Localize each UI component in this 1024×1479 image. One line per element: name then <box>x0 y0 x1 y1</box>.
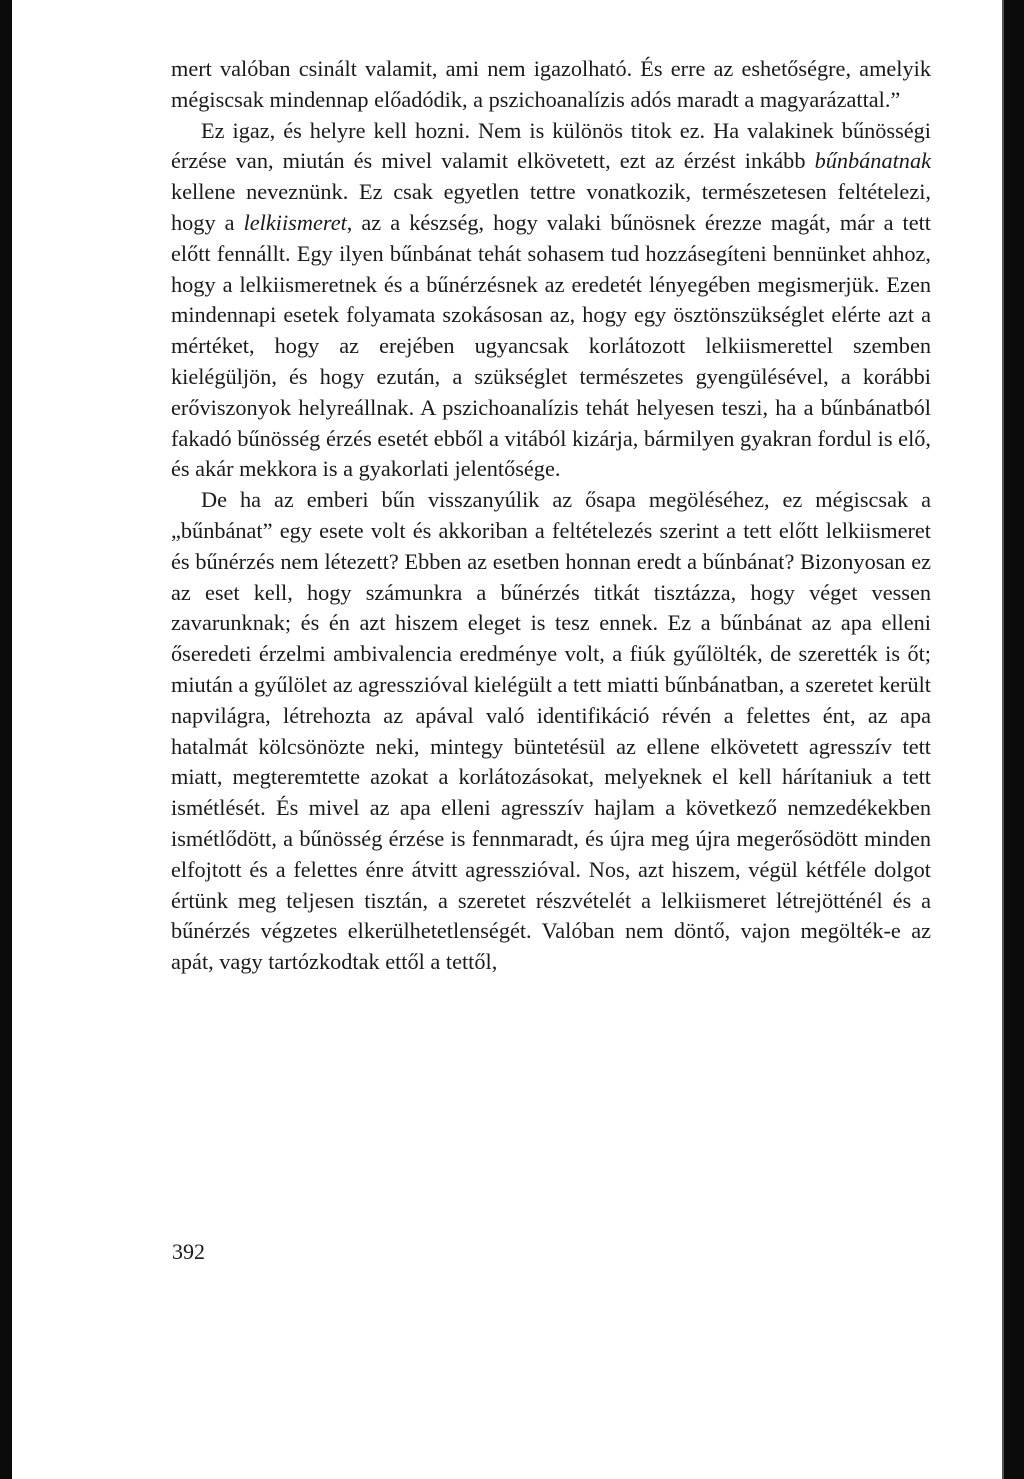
scan-edge-left <box>0 0 12 1479</box>
body-text <box>171 54 931 978</box>
scan-edge-right <box>1004 0 1024 1479</box>
paragraph-2-text-b: kellene neveznünk. Ez csak egyetlen tettre vonatkozik, természetesen feltételezi, hogy a <box>171 179 931 235</box>
paragraph-2-text-c: , az a készség, hogy valaki bűnösnek érezze magát, már a tett előtt fennállt. Egy ilyen bűnbánat tehát sohasem tud hozzásegíteni bennünket ahhoz, hogy a lelkiismeretnek és a bűnérzésnek az eredetét lényegében megismerjük. Ezen mindennapi esetek folyamata szokásosan az, hogy egy ösztönszükséglet elérte azt a mértéket, hogy az erejében ugyancsak korlátozott lelkiismerettel szemben kielégüljön, és hogy ezután, a szükséglet természetes gyengülésével, a korábbi erőviszonyok helyreállnak. A pszichoanalízis tehát helyesen teszi, ha a bűnbánatból fakadó bűnösség érzés esetét ebből a vitából kizárja, bármilyen gyakran fordul is elő, és akár mekkora is a gyakorlati jelentősége. <box>171 209 932 482</box>
emphasis-lelkiismeret: lelkiismeret <box>243 209 347 235</box>
paragraph-1-text: mert valóban csinált valamit, ami nem igazolható. És erre az eshetőségre, amelyik mégiscsak mindennap előadódik, a pszichoanalízis adós maradt a magyarázattal.” <box>171 56 931 112</box>
paragraph-1 <box>171 54 931 116</box>
paragraph-2-text-a: Ez igaz, és helyre kell hozni. Nem is különös titok ez. Ha valakinek bűnösségi érzése van, miután és mivel valamit elkövetett, ezt az érzést inkább <box>171 117 931 174</box>
paragraph-3 <box>171 485 931 978</box>
emphasis-bunbanatnak: bűnbánatnak <box>814 148 931 174</box>
paragraph-2 <box>171 116 931 486</box>
page-number: 392 <box>172 1239 205 1264</box>
paragraph-3-text: De ha az emberi bűn visszanyúlik az ősapa megöléséhez, ez mégiscsak a „bűnbánat” egy esete volt és akkoriban a feltételezés szerint a tett előtt lelkiismeret és bűnérzés nem létezett? Ebben az esetben honnan eredt a bűnbánat? Bizonyosan ez az eset kell, hogy számunkra a bűnérzés titkát tisztázza, hogy véget vessen zavarunknak; és én azt hiszem eleget is tesz ennek. Ez a bűnbánat az apa elleni őseredeti érzelmi ambivalencia eredménye volt, a fiúk gyűlölték, de szerették is őt; miután a gyűlölet az agresszióval kielégült a tett miatti bűnbánatban, a szeretet került napvilágra, létrehozta az apával való identifikáció révén a felettes ént, az apa hatalmát kölcsönözte neki, mintegy büntetésül az ellene elkövetett agresszív tett miatt, megteremtette azokat a korlátozásokat, melyeknek el kell hárítaniuk a tett ismétlését. És mivel az apa elleni agresszív hajlam a következő nemzedékekben ismétlődött, a bűnösség érzése is fennmaradt, és újra meg újra megerősödött minden elfojtott és a felettes énre átvitt agresszióval. Nos, azt hiszem, végül kétféle dolgot értünk meg teljesen tisztán, a szeretet részvételét a lelkiismeret létrejötténél és a bűnérzés végzetes elkerülhetetlenségét. Valóban nem döntő, vajon megölték-e az apát, vagy tartózkodtak ettől a tettől, <box>171 487 931 975</box>
